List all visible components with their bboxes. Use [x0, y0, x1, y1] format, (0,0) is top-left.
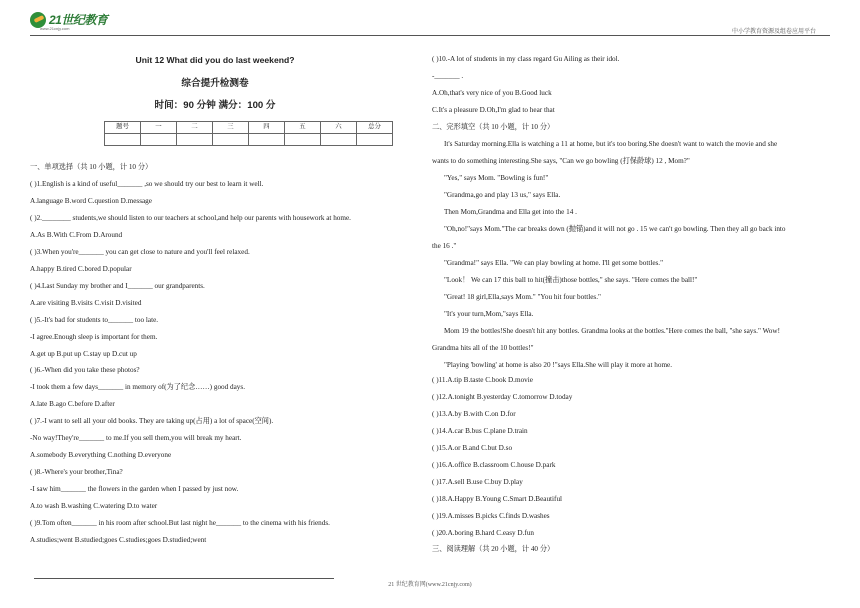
question-line: A.studies;went B.studied;goes C.studies;goes D.studied;went — [30, 535, 207, 544]
score-header-cell: 题号 — [105, 122, 141, 134]
question-line: A.somebody B.everything C.nothing D.everyone — [30, 451, 172, 460]
question-line: -I agree.Enough sleep is important for them. — [30, 332, 158, 341]
question-line: A.to wash B.washing C.watering D.to water — [30, 502, 158, 511]
passage-line: Grandma hits all of the 10 bottles!" — [432, 344, 534, 352]
question-line: A.happy B.tired C.bored D.popular — [30, 264, 132, 273]
option-line: ( )16.A.office B.classroom C.house D.park — [432, 461, 556, 469]
option-line: ( )12.A.tonight B.yesterday C.tomorrow D.today — [432, 393, 573, 401]
section-heading-reading: 三、阅读理解（共 20 小题，计 40 分） — [432, 545, 555, 553]
logo-text: 21世纪教育 — [49, 13, 108, 27]
question-line: ( )6.-When did you take these photos? — [30, 366, 140, 375]
question-line: ( )4.Last Sunday my brother and I_______ our grandparents. — [30, 281, 205, 290]
question-10: ( )10.-A lot of students in my class regard Gu Ailing as their idol. — [432, 55, 620, 63]
option-line: ( )13.A.by B.with C.on D.for — [432, 410, 516, 418]
section-heading-single-choice: 一、单项选择（共 10 小题，计 10 分） — [30, 163, 153, 171]
score-header-cell: 一 — [141, 122, 177, 134]
question-10-options: A.Oh,that's very nice of you B.Good luck — [432, 89, 552, 97]
score-header-cell: 三 — [213, 122, 249, 134]
score-cell — [105, 134, 141, 146]
question-line: -No way!They're_______ to me.If you sell them,you will break my heart. — [30, 434, 242, 443]
passage-line: "Great! 18 girl,Ella,says Mom." "You hit four bottles." — [444, 293, 601, 301]
option-line: ( )14.A.car B.bus C.plane D.train — [432, 427, 528, 435]
score-cell — [141, 134, 177, 146]
passage-line: the 16 ." — [432, 242, 457, 250]
passage-line: wants to do something interesting.She says, "Can we go bowling (打保龄球) 12 , Mom?" — [432, 157, 690, 165]
question-line: ( )2.________ students,we should listen to our teachers at school,and help our parents with housework at home. — [30, 213, 351, 222]
option-line: ( )18.A.Happy B.Young C.Smart D.Beautiful — [432, 495, 563, 503]
score-table-blank-row — [105, 134, 393, 146]
score-cell — [285, 134, 321, 146]
passage-line: "Look！ We can 17 this ball to hit(撞击)those bottles," she says. "Here comes the ball!" — [444, 276, 698, 284]
passage-line: Then Mom,Grandma and Ella get into the 14 . — [444, 208, 577, 216]
question-line: A.late B.ago C.before D.after — [30, 400, 115, 409]
test-subtitle: 综合提升检测卷 — [181, 78, 249, 89]
question-line: ( )3.When you're_______ you can get close to nature and you'll feel relaxed. — [30, 247, 250, 256]
question-line: A.As B.With C.From D.Around — [30, 230, 123, 239]
question-line: ( )5.-It's bad for students to_______ too late. — [30, 315, 159, 324]
passage-line: "It's your turn,Mom,"says Ella. — [444, 310, 534, 318]
passage-line: It's Saturday morning.Ella is watching a 11 at home, but it's too boring.She doesn't want to watch the movie and she — [444, 140, 778, 148]
logo-url: www.21cnjy.com — [40, 26, 70, 31]
question-line: ( )9.Tom often_______ in his room after school.But last night he_______ to the cinema with his friends. — [30, 519, 330, 527]
question-10-options: C.It's a pleasure D.Oh,I'm glad to hear that — [432, 106, 555, 114]
score-cell — [357, 134, 393, 146]
unit-title: Unit 12 What did you do last weekend? — [135, 55, 295, 65]
footer-text: 21 世纪教育网(www.21cnjy.com) — [388, 582, 472, 588]
score-header-cell: 总分 — [357, 122, 393, 134]
score-header-cell: 二 — [177, 122, 213, 134]
question-line: ( )8.-Where's your brother,Tina? — [30, 468, 123, 477]
passage-line: "Yes," says Mom. "Bowling is fun!" — [444, 174, 549, 182]
section-heading-cloze: 二、完形填空（共 10 小题，计 10 分） — [432, 123, 555, 131]
score-header-cell: 六 — [321, 122, 357, 134]
score-cell — [249, 134, 285, 146]
question-line: -I took them a few days_______ in memory of(为了纪念……) good days. — [30, 383, 245, 392]
question-line: -I saw him_______ the flowers in the garden when I passed by just now. — [30, 485, 239, 494]
option-line: ( )15.A.or B.and C.but D.so — [432, 444, 513, 452]
question-10-blank: -_______ . — [432, 72, 464, 80]
header-divider — [30, 35, 830, 36]
score-table — [104, 121, 393, 146]
question-line: A.get up B.put up C.stay up D.cut up — [30, 349, 137, 358]
passage-line: "Oh,no!"says Mom."The car breaks down (抛锚)and it will not go . 15 we can't go bowling. Then they all go back into — [444, 225, 786, 233]
question-line: ( )7.-I want to sell all your old books. They are taking up(占用) a lot of space(空间). — [30, 417, 274, 426]
question-line: A.are visiting B.visits C.visit D.visited — [30, 298, 142, 307]
option-line: ( )19.A.misses B.picks C.finds D.washes — [432, 512, 550, 520]
option-line: ( )17.A.sell B.use C.buy D.play — [432, 478, 523, 486]
time-score-info: 时间：90 分钟 满分：100 分 — [154, 100, 276, 111]
score-header-cell: 五 — [285, 122, 321, 134]
score-cell — [177, 134, 213, 146]
passage-line: "Playing 'bowling' at home is also 20 !"says Ella.She will play it more at home. — [444, 361, 673, 369]
passage-line: "Grandma,go and play 13 us," says Ella. — [444, 191, 561, 199]
option-line: ( )11.A.tip B.taste C.book D.movie — [432, 376, 533, 384]
score-cell — [213, 134, 249, 146]
passage-line: Mom 19 the bottles!She doesn't hit any bottles. Grandma looks at the bottles."Here comes the ball, "she says." Wow! — [444, 327, 780, 335]
score-cell — [321, 134, 357, 146]
passage-line: "Grandma!" says Ella. "We can play bowling at home. I'll get some bottles." — [444, 259, 664, 267]
option-line: ( )20.A.boring B.hard C.easy D.fun — [432, 529, 535, 537]
question-line: ( )1.English is a kind of useful_______ ,so we should try our best to learn it well. — [30, 180, 264, 188]
score-header-cell: 四 — [249, 122, 285, 134]
score-table-header-row — [105, 122, 393, 134]
platform-name: 中小学教育资源及组卷应用平台 — [731, 29, 816, 35]
footer-divider — [34, 578, 334, 579]
question-line: A.language B.word C.question D.message — [30, 196, 152, 205]
